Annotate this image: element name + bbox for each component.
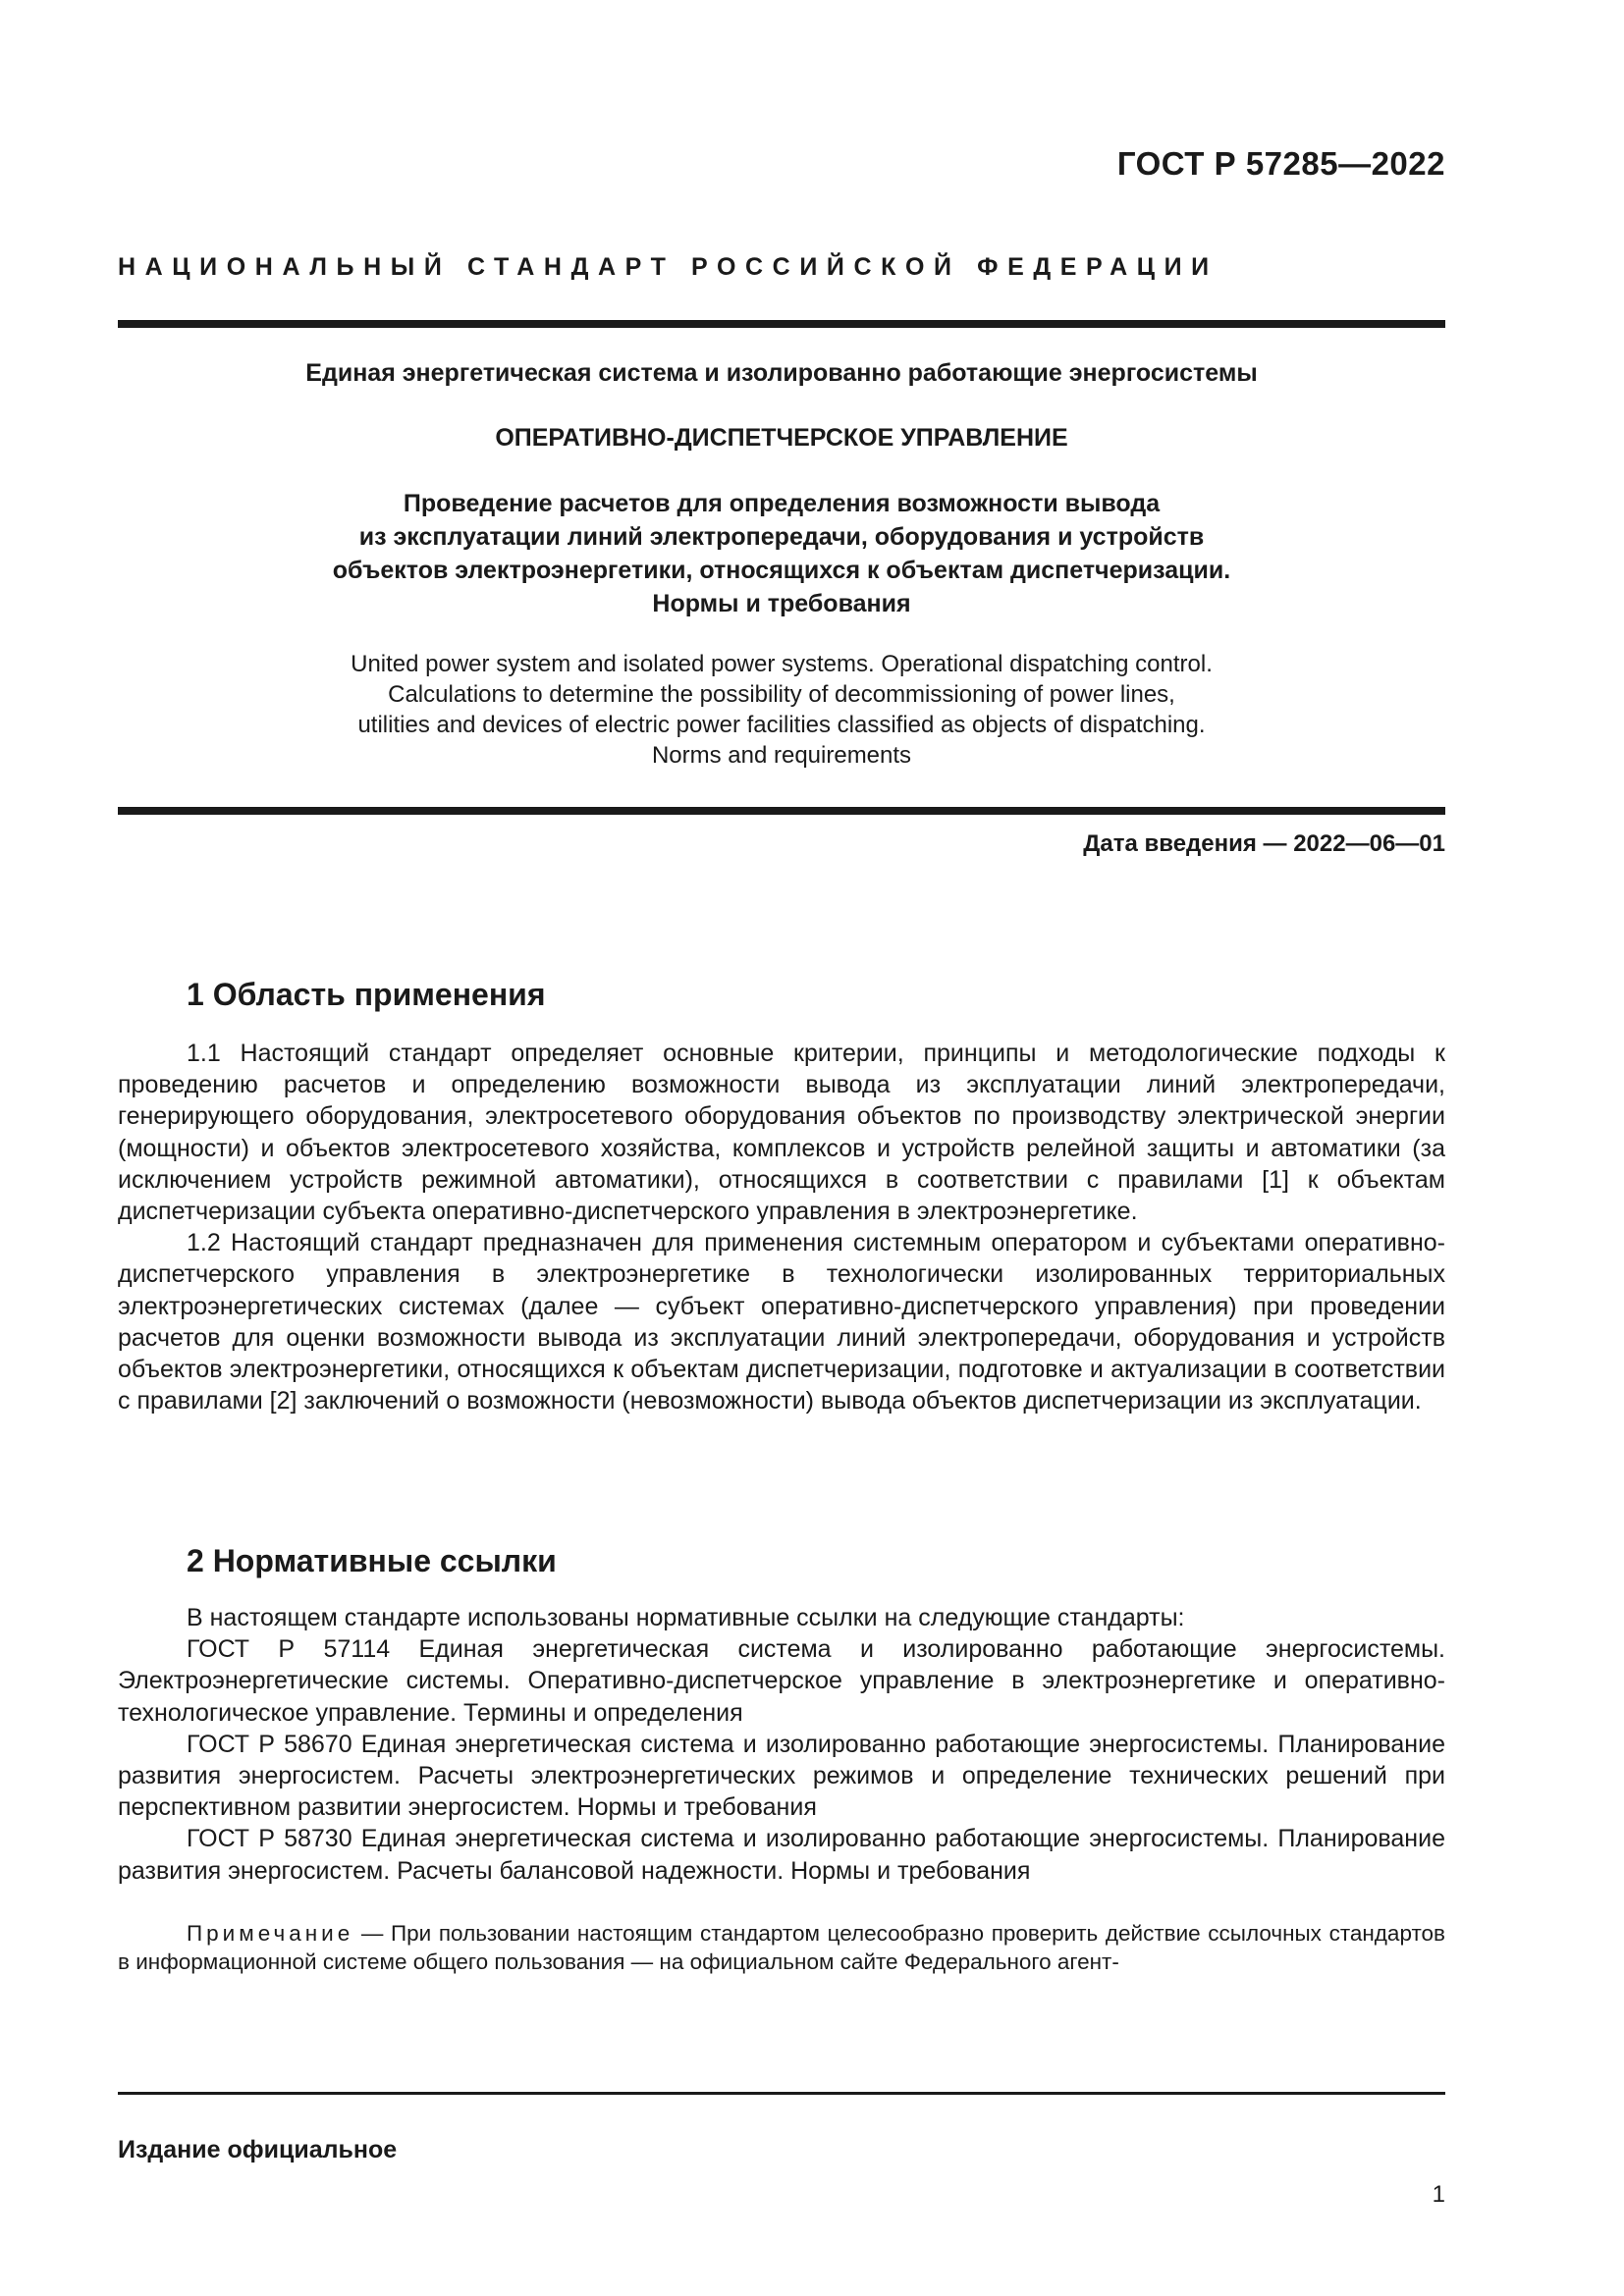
- english-title-line: Calculations to determine the possibility of decommissioning of power lines,: [388, 681, 1175, 708]
- title-line: Нормы и требования: [652, 590, 911, 617]
- title-line: объектов электроэнергетики, относящихся к объектам диспетчеризации.: [332, 557, 1231, 584]
- note-label: Примечание: [187, 1921, 354, 1946]
- document-main-title: ОПЕРАТИВНО-ДИСПЕТЧЕРСКОЕ УПРАВЛЕНИЕ: [495, 424, 1068, 452]
- english-title-line: utilities and devices of electric power facilities classified as objects of dispatching.: [357, 712, 1206, 738]
- note-block: [118, 1919, 1445, 1976]
- english-title-line: United power system and isolated power systems. Operational dispatching control.: [351, 651, 1213, 677]
- section-1-heading: 1 Область применения: [187, 977, 546, 1012]
- national-standard-banner: НАЦИОНАЛЬНЫЙ СТАНДАРТ РОССИЙСКОЙ ФЕДЕРАЦИИ: [118, 253, 1218, 281]
- top-rule: [118, 320, 1445, 328]
- reference-item: ГОСТ Р 57114 Единая энергетическая система и изолированно работающие энергосистемы. Электроэнергетические системы. Оперативно-диспетчерское управление в электроэнергетике и оперативно-технологическое управление. Термины и определения: [118, 1635, 1445, 1727]
- section-2-body: [118, 1602, 1445, 1887]
- note-text: — При пользовании настоящим стандартом целесообразно проверить действие ссылочных стандартов в информационной системе общего пользования — на официальном сайте Федерального агент-: [118, 1921, 1445, 1974]
- english-title-line: Norms and requirements: [651, 742, 912, 769]
- paragraph: 1.2 Настоящий стандарт предназначен для применения системным оператором и субъектами оперативно-диспетчерского управления в электроэнергетике в технологически изолированных территориальных электроэнергетических системах (далее — субъект оперативно-диспетчерского управления) при проведении расчетов для оценки возможности вывода из эксплуатации линий электропередачи, оборудования и устройств объектов электроэнергетики, относящихся к объектам диспетчеризации, подготовке и актуализации в соответствии с правилами [2] заключений о возможности (невозможности) вывода объектов диспетчеризации из эксплуатации.: [118, 1229, 1445, 1415]
- title-line: Проведение расчетов для определения возможности вывода: [403, 490, 1161, 517]
- section-1-body: [118, 1038, 1445, 1416]
- footer-rule: [118, 2092, 1445, 2095]
- page-number: 1: [1432, 2181, 1445, 2208]
- reference-item: ГОСТ Р 58730 Единая энергетическая система и изолированно работающие энергосистемы. Планирование развития энергосистем. Расчеты балансовой надежности. Нормы и требования: [118, 1825, 1445, 1885]
- title-line: из эксплуатации линий электропередачи, оборудования и устройств: [358, 523, 1205, 551]
- paragraph: В настоящем стандарте использованы нормативные ссылки на следующие стандарты:: [187, 1604, 1185, 1631]
- english-title-block: [118, 649, 1445, 771]
- paragraph: 1.1 Настоящий стандарт определяет основные критерии, принципы и методологические подходы к проведению расчетов и определению возможности вывода из эксплуатации линий электропередачи, генерирующего оборудования, электросетевого оборудования объектов по производству электрической энергии (мощности) и объектов электросетевого хозяйства, комплексов и устройств релейной защиты и автоматики (за исключением устройств режимной автоматики), относящихся в соответствии с правилами [1] к объектам диспетчеризации субъекта оперативно-диспетчерского управления в электроэнергетике.: [118, 1040, 1445, 1226]
- introduction-date: Дата введения — 2022—06—01: [1083, 830, 1445, 857]
- edition-label: Издание официальное: [118, 2136, 398, 2163]
- reference-item: ГОСТ Р 58670 Единая энергетическая система и изолированно работающие энергосистемы. Планирование развития энергосистем. Расчеты электроэнергетических режимов и определение технических решений при перспективном развитии энергосистем. Нормы и требования: [118, 1730, 1445, 1822]
- document-subtitle: Единая энергетическая система и изолированно работающие энергосистемы: [305, 359, 1258, 387]
- document-id: ГОСТ Р 57285—2022: [1116, 145, 1445, 182]
- section-2-heading: 2 Нормативные ссылки: [187, 1543, 557, 1578]
- document-title-block: [118, 487, 1445, 620]
- note-paragraph: [118, 1919, 1445, 1976]
- title-bottom-rule: [118, 807, 1445, 815]
